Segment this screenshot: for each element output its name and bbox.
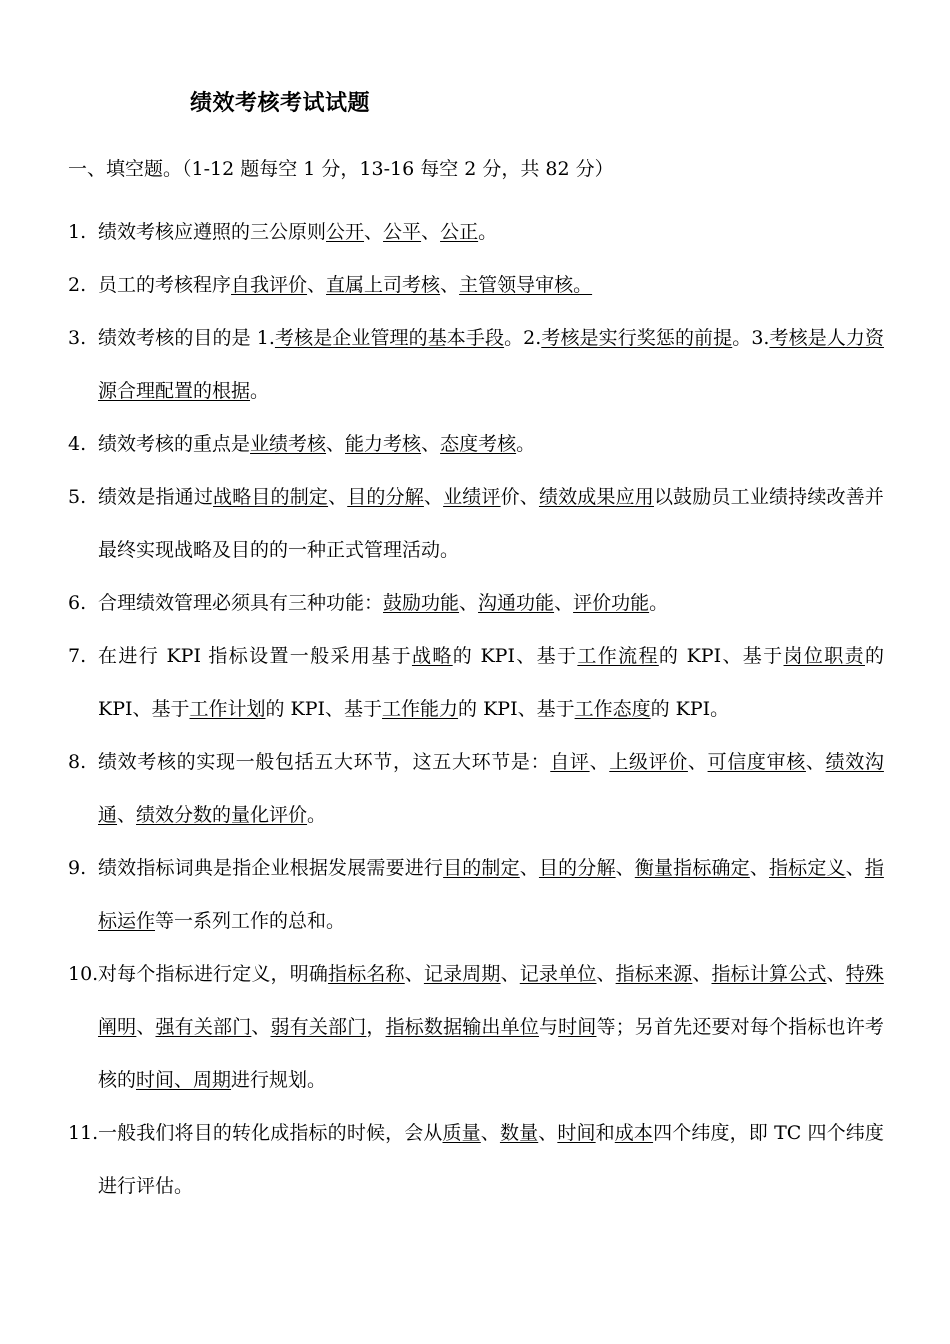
question-text: 等一系列工作的总和。	[155, 910, 346, 932]
answer-blank: 可信度审核	[707, 751, 806, 773]
answer-blank: 工作态度	[574, 698, 651, 720]
answer-blank: 工作计划	[189, 698, 266, 720]
question-text: 、	[538, 1122, 558, 1144]
question-text: 、	[421, 221, 441, 243]
page-title: 绩效考核考试试题	[190, 91, 371, 116]
answer-blank: 考核是人力资源合理配置的根据	[98, 327, 884, 402]
question-text: 、	[421, 433, 441, 455]
question-text: 价、	[500, 486, 539, 508]
question-text: 绩效考核的实现一般包括五大环节，这五大环节是：	[98, 751, 551, 773]
answer-blank: 直属上司考核	[326, 274, 441, 296]
question-text: 。2.	[504, 327, 542, 349]
answer-blank: 战略	[411, 645, 453, 667]
answer-blank: 绩效沟通	[98, 751, 884, 826]
question-text: 、	[687, 751, 708, 773]
question-item	[68, 842, 884, 948]
question-text: 、	[328, 486, 348, 508]
answer-blank: 上级评价	[609, 751, 688, 773]
section-heading: 一、填空题。（1-12 题每空 1 分，13-16 每空 2 分，共 82 分）	[68, 158, 614, 180]
answer-blank: 记录周期	[423, 963, 501, 985]
question-text: 、	[326, 433, 346, 455]
question-text: 、	[554, 592, 574, 614]
answer-blank: 指标定义	[769, 857, 846, 879]
question-text: 、	[845, 857, 865, 879]
question-text: 与	[538, 1016, 559, 1038]
answer-blank: 能力考核	[345, 433, 422, 455]
question-number: 5.	[68, 486, 87, 508]
answer-blank: 指标运作	[98, 857, 884, 932]
question-item	[68, 736, 884, 842]
answer-blank: 弱有关部门	[270, 1016, 367, 1038]
question-item	[68, 259, 884, 312]
question-text: 。	[649, 592, 669, 614]
answer-blank: 工作流程	[577, 645, 659, 667]
question-text: 。	[516, 433, 536, 455]
answer-blank: 业绩评	[443, 486, 501, 508]
question-item	[68, 312, 884, 418]
question-list	[68, 206, 884, 1213]
question-text: 的 KPI、基于	[658, 645, 784, 667]
question-text: 、	[589, 751, 610, 773]
answer-blank: 指标计算公式	[711, 963, 827, 985]
question-text: 。	[307, 804, 327, 826]
question-text: 。	[478, 221, 498, 243]
question-text: 、	[423, 486, 444, 508]
answer-blank: 强有关部门	[155, 1016, 252, 1038]
question-text: 、	[826, 963, 846, 985]
question-text: 以鼓励员工业绩持续改善并最终实现战略及目的的一种正式管理活动。	[98, 486, 884, 561]
question-text: 、	[805, 751, 826, 773]
question-item	[68, 418, 884, 471]
question-text: 绩效考核应遵照的三公原则	[98, 221, 327, 243]
answer-blank: 公正	[440, 221, 479, 243]
answer-blank: 自我评价	[231, 274, 308, 296]
question-number: 10.	[68, 963, 99, 985]
answer-blank: 指标名称	[328, 963, 405, 985]
question-text: 、	[307, 274, 327, 296]
question-text: 绩效考核的重点是	[98, 433, 251, 455]
answer-blank: 衡量指标确定	[634, 857, 750, 879]
question-text: 。3.	[732, 327, 770, 349]
answer-blank: 时间	[557, 1122, 596, 1144]
question-text: 的 KPI、基于	[458, 698, 575, 720]
answer-blank: 自评	[550, 751, 590, 773]
answer-blank: 目的分解	[538, 857, 616, 879]
question-item	[68, 471, 884, 577]
answer-blank: 公平	[383, 221, 422, 243]
question-number: 3.	[68, 327, 87, 349]
answer-blank: 时间、周期	[136, 1069, 232, 1091]
question-text: 的 KPI。	[650, 698, 730, 720]
question-item	[68, 948, 884, 1107]
answer-blank: 评价功能	[573, 592, 650, 614]
answer-blank: 考核是实行奖惩的前提	[541, 327, 733, 349]
question-text: 合理绩效管理必须具有三种功能：	[98, 592, 384, 614]
answer-blank: 沟通功能	[478, 592, 555, 614]
question-item	[68, 1107, 884, 1213]
answer-blank: 质量	[442, 1122, 481, 1144]
answer-blank: 主管领导审核。	[459, 274, 593, 296]
answer-blank: 指标数据输出单位	[385, 1016, 539, 1038]
question-text: 绩效考核的目的是 1.	[98, 327, 275, 349]
question-text: 、	[251, 1016, 271, 1038]
answer-blank: 公开	[326, 221, 365, 243]
answer-blank: 态度考核	[440, 433, 517, 455]
answer-blank: 目的制定	[443, 857, 520, 879]
question-text: 一般我们将目的转化成指标的时候，会从	[98, 1122, 443, 1144]
question-text: 和	[595, 1122, 615, 1144]
question-text: 等；另首先还要对每个指标也许考核的	[98, 1016, 884, 1091]
question-text: 四个纬度，即 TC 四个纬度进行评估。	[98, 1122, 884, 1197]
question-text: 、	[440, 274, 460, 296]
answer-blank: 目的分解	[347, 486, 424, 508]
question-number: 7.	[68, 645, 87, 667]
question-number: 11.	[68, 1122, 99, 1144]
question-text: ，	[366, 1016, 386, 1038]
question-text: 对每个指标进行定义，明确	[98, 963, 329, 985]
question-number: 1.	[68, 221, 87, 243]
question-number: 8.	[68, 751, 87, 773]
question-text: 、	[500, 963, 520, 985]
question-number: 6.	[68, 592, 87, 614]
answer-blank: 鼓励功能	[383, 592, 460, 614]
question-text: 、	[404, 963, 424, 985]
question-number: 4.	[68, 433, 87, 455]
question-text: 、	[749, 857, 770, 879]
answer-blank: 绩效分数的量化评价	[136, 804, 308, 826]
question-text: 、	[136, 1016, 156, 1038]
question-item	[68, 577, 884, 630]
question-text: 、	[117, 804, 137, 826]
answer-blank: 工作能力	[382, 698, 459, 720]
answer-blank: 业绩考核	[250, 433, 327, 455]
question-text: 的 KPI、基于	[98, 645, 884, 720]
answer-blank: 战略目的制定	[213, 486, 329, 508]
question-text: 、	[615, 857, 635, 879]
answer-blank: 考核是企业管理的基本手段	[274, 327, 505, 349]
answer-blank: 指标来源	[615, 963, 693, 985]
answer-blank: 时间	[558, 1016, 597, 1038]
question-item	[68, 630, 884, 736]
question-number: 2.	[68, 274, 87, 296]
question-text: 的 KPI、基于	[452, 645, 578, 667]
question-text: 、	[596, 963, 616, 985]
question-text: 员工的考核程序	[98, 274, 232, 296]
question-text: 绩效是指通过	[98, 486, 214, 508]
question-number: 9.	[68, 857, 87, 879]
question-text: 的 KPI、基于	[265, 698, 383, 720]
question-text: 在进行 KPI 指标设置一般采用基于	[98, 645, 412, 667]
question-text: 、	[480, 1122, 500, 1144]
answer-blank: 记录单位	[519, 963, 597, 985]
answer-blank: 绩效成果应用	[538, 486, 654, 508]
question-text: 进行规划。	[231, 1069, 327, 1091]
answer-blank: 成本	[614, 1122, 654, 1144]
question-text: 绩效指标词典是指企业根据发展需要进行	[98, 857, 444, 879]
answer-blank: 数量	[499, 1122, 539, 1144]
question-text: 。	[250, 380, 270, 402]
question-text: 、	[519, 857, 539, 879]
question-text: 、	[364, 221, 384, 243]
question-text: 、	[459, 592, 479, 614]
answer-blank: 岗位职责	[783, 645, 865, 667]
question-item	[68, 206, 884, 259]
answer-blank: 特殊阐明	[98, 963, 884, 1038]
question-text: 、	[692, 963, 712, 985]
